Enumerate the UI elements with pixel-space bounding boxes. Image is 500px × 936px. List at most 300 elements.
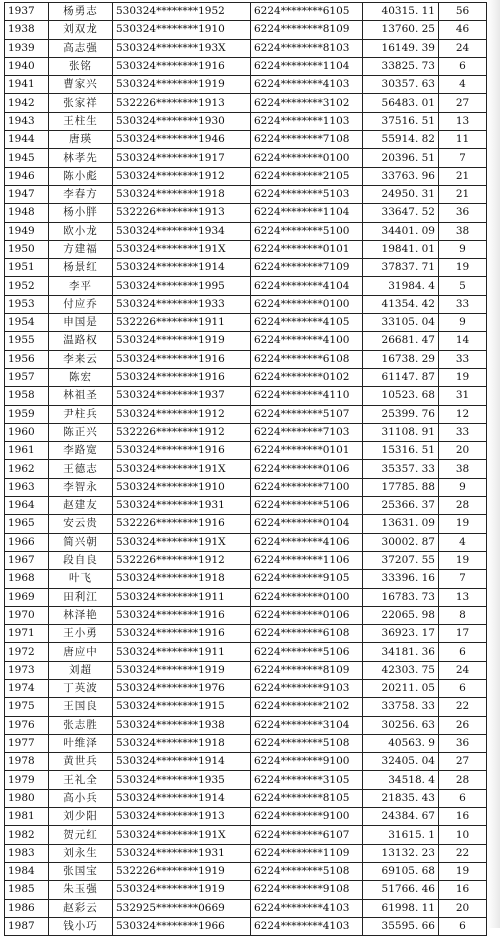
id-number-cell: 530324********1916 <box>113 368 251 386</box>
row-index-cell: 1974 <box>5 679 49 697</box>
account-number-cell: 6224********9105 <box>251 570 363 588</box>
table-row <box>5 661 487 679</box>
account-number-cell: 6224********8105 <box>251 789 363 807</box>
row-index-cell: 1960 <box>5 423 49 441</box>
id-number-cell: 530324********1916 <box>113 57 251 75</box>
account-number-cell: 6224********0100 <box>251 588 363 606</box>
account-number-cell: 6224********0100 <box>251 295 363 313</box>
name-cell: 张铭 <box>49 57 113 75</box>
count-cell: 17 <box>439 625 487 643</box>
name-cell: 付应乔 <box>49 295 113 313</box>
count-cell: 31 <box>439 387 487 405</box>
row-index-cell: 1939 <box>5 39 49 57</box>
name-cell: 李智永 <box>49 478 113 496</box>
count-cell: 9 <box>439 314 487 332</box>
count-cell: 6 <box>439 643 487 661</box>
name-cell: 申国是 <box>49 314 113 332</box>
count-cell: 38 <box>439 460 487 478</box>
count-cell: 13 <box>439 112 487 130</box>
records-table-body <box>5 3 487 936</box>
amount-cell: 17785. 88 <box>363 478 439 496</box>
id-number-cell: 530324********1930 <box>113 112 251 130</box>
count-cell: 6 <box>439 789 487 807</box>
account-number-cell: 6224********0106 <box>251 606 363 624</box>
id-number-cell: 530324********1916 <box>113 625 251 643</box>
row-index-cell: 1964 <box>5 497 49 515</box>
name-cell: 李平 <box>49 277 113 295</box>
name-cell: 赵彩云 <box>49 899 113 917</box>
account-number-cell: 6224********0100 <box>251 149 363 167</box>
name-cell: 张家祥 <box>49 94 113 112</box>
count-cell: 6 <box>439 57 487 75</box>
id-number-cell: 530324********191X <box>113 460 251 478</box>
id-number-cell: 530324********1919 <box>113 881 251 899</box>
account-number-cell: 6224********7108 <box>251 131 363 149</box>
name-cell: 李路宽 <box>49 442 113 460</box>
row-index-cell: 1948 <box>5 204 49 222</box>
row-index-cell: 1972 <box>5 643 49 661</box>
count-cell: 5 <box>439 277 487 295</box>
amount-cell: 31615. 1 <box>363 826 439 844</box>
row-index-cell: 1984 <box>5 862 49 880</box>
id-number-cell: 530324********1995 <box>113 277 251 295</box>
table-row <box>5 533 487 551</box>
row-index-cell: 1940 <box>5 57 49 75</box>
amount-cell: 20396. 51 <box>363 149 439 167</box>
name-cell: 欧小龙 <box>49 222 113 240</box>
account-number-cell: 6224********5108 <box>251 862 363 880</box>
table-row <box>5 643 487 661</box>
row-index-cell: 1986 <box>5 899 49 917</box>
amount-cell: 32405. 04 <box>363 753 439 771</box>
table-row <box>5 698 487 716</box>
row-index-cell: 1980 <box>5 789 49 807</box>
row-index-cell: 1973 <box>5 661 49 679</box>
row-index-cell: 1975 <box>5 698 49 716</box>
account-number-cell: 6224********7103 <box>251 423 363 441</box>
amount-cell: 25399. 76 <box>363 405 439 423</box>
id-number-cell: 530324********1966 <box>113 917 251 935</box>
id-number-cell: 530324********1910 <box>113 478 251 496</box>
count-cell: 13 <box>439 588 487 606</box>
count-cell: 19 <box>439 551 487 569</box>
amount-cell: 56483. 01 <box>363 94 439 112</box>
account-number-cell: 6224********1109 <box>251 844 363 862</box>
amount-cell: 33647. 52 <box>363 204 439 222</box>
account-number-cell: 6224********5108 <box>251 734 363 752</box>
table-row <box>5 588 487 606</box>
account-number-cell: 6224********5107 <box>251 405 363 423</box>
table-row <box>5 442 487 460</box>
account-number-cell: 6224********0106 <box>251 460 363 478</box>
row-index-cell: 1953 <box>5 295 49 313</box>
account-number-cell: 6224********4106 <box>251 533 363 551</box>
count-cell: 24 <box>439 39 487 57</box>
table-row <box>5 21 487 39</box>
table-row <box>5 295 487 313</box>
name-cell: 刘超 <box>49 661 113 679</box>
table-row <box>5 76 487 94</box>
amount-cell: 13760. 25 <box>363 21 439 39</box>
account-number-cell: 6224********5106 <box>251 497 363 515</box>
id-number-cell: 532226********1916 <box>113 515 251 533</box>
table-row <box>5 387 487 405</box>
id-number-cell: 530324********1916 <box>113 350 251 368</box>
count-cell: 6 <box>439 917 487 935</box>
row-index-cell: 1979 <box>5 771 49 789</box>
account-number-cell: 6224********0102 <box>251 368 363 386</box>
count-cell: 19 <box>439 515 487 533</box>
id-number-cell: 530324********1946 <box>113 131 251 149</box>
count-cell: 7 <box>439 149 487 167</box>
id-number-cell: 530324********1911 <box>113 588 251 606</box>
id-number-cell: 530324********1911 <box>113 643 251 661</box>
name-cell: 林泽艳 <box>49 606 113 624</box>
amount-cell: 30357. 63 <box>363 76 439 94</box>
table-row <box>5 149 487 167</box>
amount-cell: 61147. 87 <box>363 368 439 386</box>
account-number-cell: 6224********9108 <box>251 881 363 899</box>
amount-cell: 15316. 51 <box>363 442 439 460</box>
name-cell: 尹柱兵 <box>49 405 113 423</box>
table-row <box>5 39 487 57</box>
account-number-cell: 6224********4103 <box>251 76 363 94</box>
table-row <box>5 570 487 588</box>
amount-cell: 37516. 51 <box>363 112 439 130</box>
amount-cell: 36923. 17 <box>363 625 439 643</box>
count-cell: 27 <box>439 94 487 112</box>
row-index-cell: 1954 <box>5 314 49 332</box>
table-row <box>5 204 487 222</box>
amount-cell: 35357. 33 <box>363 460 439 478</box>
account-number-cell: 6224********5106 <box>251 643 363 661</box>
amount-cell: 34518. 4 <box>363 771 439 789</box>
id-number-cell: 530324********1919 <box>113 76 251 94</box>
count-cell: 19 <box>439 368 487 386</box>
page-edge-shadow <box>488 0 500 928</box>
amount-cell: 30256. 63 <box>363 716 439 734</box>
id-number-cell: 530324********1919 <box>113 332 251 350</box>
name-cell: 刘双龙 <box>49 21 113 39</box>
amount-cell: 69105. 68 <box>363 862 439 880</box>
name-cell: 陈正兴 <box>49 423 113 441</box>
amount-cell: 34401. 09 <box>363 222 439 240</box>
id-number-cell: 532226********1912 <box>113 551 251 569</box>
table-row <box>5 497 487 515</box>
table-row <box>5 332 487 350</box>
id-number-cell: 530324********1912 <box>113 405 251 423</box>
count-cell: 16 <box>439 808 487 826</box>
id-number-cell: 530324********1935 <box>113 771 251 789</box>
account-number-cell: 6224********4110 <box>251 387 363 405</box>
name-cell: 方建福 <box>49 240 113 258</box>
row-index-cell: 1965 <box>5 515 49 533</box>
table-row <box>5 94 487 112</box>
count-cell: 56 <box>439 3 487 21</box>
count-cell: 38 <box>439 222 487 240</box>
name-cell: 叶维泽 <box>49 734 113 752</box>
account-number-cell: 6224********7109 <box>251 259 363 277</box>
name-cell: 高志强 <box>49 39 113 57</box>
id-number-cell: 530324********1913 <box>113 808 251 826</box>
count-cell: 21 <box>439 167 487 185</box>
amount-cell: 30002. 87 <box>363 533 439 551</box>
id-number-cell: 532226********1911 <box>113 314 251 332</box>
amount-cell: 40315. 11 <box>363 3 439 21</box>
name-cell: 王礼全 <box>49 771 113 789</box>
amount-cell: 34181. 36 <box>363 643 439 661</box>
count-cell: 4 <box>439 533 487 551</box>
amount-cell: 16783. 73 <box>363 588 439 606</box>
row-index-cell: 1941 <box>5 76 49 94</box>
name-cell: 陈小彪 <box>49 167 113 185</box>
table-row <box>5 789 487 807</box>
table-row <box>5 368 487 386</box>
table-row <box>5 844 487 862</box>
row-index-cell: 1938 <box>5 21 49 39</box>
amount-cell: 25366. 37 <box>363 497 439 515</box>
amount-cell: 19841. 01 <box>363 240 439 258</box>
row-index-cell: 1955 <box>5 332 49 350</box>
row-index-cell: 1971 <box>5 625 49 643</box>
id-number-cell: 532226********1912 <box>113 423 251 441</box>
row-index-cell: 1987 <box>5 917 49 935</box>
id-number-cell: 530324********1938 <box>113 716 251 734</box>
account-number-cell: 6224********0101 <box>251 442 363 460</box>
account-number-cell: 6224********1104 <box>251 204 363 222</box>
table-row <box>5 405 487 423</box>
id-number-cell: 530324********1931 <box>113 497 251 515</box>
table-row <box>5 277 487 295</box>
count-cell: 19 <box>439 259 487 277</box>
name-cell: 杨勇志 <box>49 3 113 21</box>
table-row <box>5 734 487 752</box>
amount-cell: 35595. 66 <box>363 917 439 935</box>
id-number-cell: 530324********1976 <box>113 679 251 697</box>
id-number-cell: 530324********193X <box>113 39 251 57</box>
account-number-cell: 6224********3102 <box>251 94 363 112</box>
count-cell: 36 <box>439 734 487 752</box>
name-cell: 刘少阳 <box>49 808 113 826</box>
name-cell: 黄世兵 <box>49 753 113 771</box>
account-number-cell: 6224********6105 <box>251 3 363 21</box>
id-number-cell: 530324********1934 <box>113 222 251 240</box>
table-row <box>5 862 487 880</box>
table-row <box>5 771 487 789</box>
count-cell: 9 <box>439 240 487 258</box>
row-index-cell: 1946 <box>5 167 49 185</box>
amount-cell: 33396. 16 <box>363 570 439 588</box>
table-row <box>5 167 487 185</box>
row-index-cell: 1985 <box>5 881 49 899</box>
name-cell: 陈宏 <box>49 368 113 386</box>
amount-cell: 20211. 05 <box>363 679 439 697</box>
row-index-cell: 1978 <box>5 753 49 771</box>
amount-cell: 13631. 09 <box>363 515 439 533</box>
row-index-cell: 1951 <box>5 259 49 277</box>
name-cell: 安云贵 <box>49 515 113 533</box>
amount-cell: 22065. 98 <box>363 606 439 624</box>
amount-cell: 10523. 68 <box>363 387 439 405</box>
table-row <box>5 679 487 697</box>
id-number-cell: 530324********1937 <box>113 387 251 405</box>
table-row <box>5 899 487 917</box>
count-cell: 9 <box>439 478 487 496</box>
row-index-cell: 1947 <box>5 185 49 203</box>
id-number-cell: 530324********1933 <box>113 295 251 313</box>
amount-cell: 37207. 55 <box>363 551 439 569</box>
row-index-cell: 1976 <box>5 716 49 734</box>
account-number-cell: 6224********4104 <box>251 277 363 295</box>
count-cell: 21 <box>439 185 487 203</box>
amount-cell: 21835. 43 <box>363 789 439 807</box>
name-cell: 林祖圣 <box>49 387 113 405</box>
count-cell: 26 <box>439 716 487 734</box>
row-index-cell: 1968 <box>5 570 49 588</box>
table-row <box>5 131 487 149</box>
account-number-cell: 6224********9100 <box>251 753 363 771</box>
name-cell: 王小勇 <box>49 625 113 643</box>
count-cell: 8 <box>439 606 487 624</box>
row-index-cell: 1937 <box>5 3 49 21</box>
name-cell: 赵建友 <box>49 497 113 515</box>
amount-cell: 61998. 11 <box>363 899 439 917</box>
row-index-cell: 1966 <box>5 533 49 551</box>
table-row <box>5 259 487 277</box>
amount-cell: 40563. 9 <box>363 734 439 752</box>
name-cell: 叶飞 <box>49 570 113 588</box>
name-cell: 唐瑛 <box>49 131 113 149</box>
row-index-cell: 1977 <box>5 734 49 752</box>
id-number-cell: 530324********1918 <box>113 185 251 203</box>
id-number-cell: 530324********1914 <box>113 259 251 277</box>
account-number-cell: 6224********6107 <box>251 826 363 844</box>
row-index-cell: 1952 <box>5 277 49 295</box>
row-index-cell: 1970 <box>5 606 49 624</box>
table-row <box>5 222 487 240</box>
count-cell: 46 <box>439 21 487 39</box>
table-row <box>5 112 487 130</box>
account-number-cell: 6224********4105 <box>251 314 363 332</box>
id-number-cell: 530324********1916 <box>113 442 251 460</box>
table-row <box>5 881 487 899</box>
name-cell: 高小兵 <box>49 789 113 807</box>
row-index-cell: 1945 <box>5 149 49 167</box>
count-cell: 20 <box>439 442 487 460</box>
name-cell: 贺元红 <box>49 826 113 844</box>
id-number-cell: 530324********1917 <box>113 149 251 167</box>
row-index-cell: 1942 <box>5 94 49 112</box>
amount-cell: 16149. 39 <box>363 39 439 57</box>
name-cell: 李春方 <box>49 185 113 203</box>
count-cell: 33 <box>439 423 487 441</box>
row-index-cell: 1967 <box>5 551 49 569</box>
account-number-cell: 6224********0104 <box>251 515 363 533</box>
table-row <box>5 57 487 75</box>
account-number-cell: 6224********8103 <box>251 39 363 57</box>
name-cell: 王德志 <box>49 460 113 478</box>
amount-cell: 33763. 96 <box>363 167 439 185</box>
amount-cell: 51766. 46 <box>363 881 439 899</box>
table-row <box>5 350 487 368</box>
row-index-cell: 1983 <box>5 844 49 862</box>
row-index-cell: 1943 <box>5 112 49 130</box>
table-row <box>5 185 487 203</box>
id-number-cell: 530324********191X <box>113 826 251 844</box>
row-index-cell: 1950 <box>5 240 49 258</box>
account-number-cell: 6224********2105 <box>251 167 363 185</box>
id-number-cell: 530324********1912 <box>113 167 251 185</box>
amount-cell: 26681. 47 <box>363 332 439 350</box>
name-cell: 曹家兴 <box>49 76 113 94</box>
table-row <box>5 314 487 332</box>
id-number-cell: 530324********1918 <box>113 570 251 588</box>
id-number-cell: 530324********1914 <box>113 789 251 807</box>
count-cell: 28 <box>439 771 487 789</box>
table-row <box>5 606 487 624</box>
table-row <box>5 240 487 258</box>
account-number-cell: 6224********9103 <box>251 679 363 697</box>
count-cell: 4 <box>439 76 487 94</box>
table-row <box>5 625 487 643</box>
amount-cell: 31108. 91 <box>363 423 439 441</box>
count-cell: 22 <box>439 698 487 716</box>
row-index-cell: 1962 <box>5 460 49 478</box>
row-index-cell: 1963 <box>5 478 49 496</box>
amount-cell: 24384. 67 <box>363 808 439 826</box>
account-number-cell: 6224********6108 <box>251 350 363 368</box>
count-cell: 11 <box>439 131 487 149</box>
row-index-cell: 1944 <box>5 131 49 149</box>
id-number-cell: 530324********1931 <box>113 844 251 862</box>
amount-cell: 55914. 82 <box>363 131 439 149</box>
table-row <box>5 753 487 771</box>
name-cell: 王柱生 <box>49 112 113 130</box>
count-cell: 16 <box>439 881 487 899</box>
row-index-cell: 1949 <box>5 222 49 240</box>
row-index-cell: 1958 <box>5 387 49 405</box>
count-cell: 33 <box>439 295 487 313</box>
count-cell: 36 <box>439 204 487 222</box>
table-row <box>5 460 487 478</box>
id-number-cell: 532925********0669 <box>113 899 251 917</box>
amount-cell: 37837. 71 <box>363 259 439 277</box>
name-cell: 段自良 <box>49 551 113 569</box>
account-number-cell: 6224********2102 <box>251 698 363 716</box>
name-cell: 林孝先 <box>49 149 113 167</box>
count-cell: 14 <box>439 332 487 350</box>
name-cell: 唐应中 <box>49 643 113 661</box>
table-row <box>5 478 487 496</box>
row-index-cell: 1969 <box>5 588 49 606</box>
account-number-cell: 6224********4100 <box>251 332 363 350</box>
count-cell: 7 <box>439 570 487 588</box>
name-cell: 朱玉强 <box>49 881 113 899</box>
account-number-cell: 6224********3105 <box>251 771 363 789</box>
row-index-cell: 1961 <box>5 442 49 460</box>
id-number-cell: 530324********1918 <box>113 734 251 752</box>
name-cell: 温路权 <box>49 332 113 350</box>
records-table <box>4 2 487 936</box>
count-cell: 19 <box>439 862 487 880</box>
account-number-cell: 6224********5103 <box>251 185 363 203</box>
id-number-cell: 530324********1952 <box>113 3 251 21</box>
count-cell: 27 <box>439 753 487 771</box>
amount-cell: 24950. 31 <box>363 185 439 203</box>
account-number-cell: 6224********9100 <box>251 808 363 826</box>
account-number-cell: 6224********3104 <box>251 716 363 734</box>
count-cell: 20 <box>439 899 487 917</box>
